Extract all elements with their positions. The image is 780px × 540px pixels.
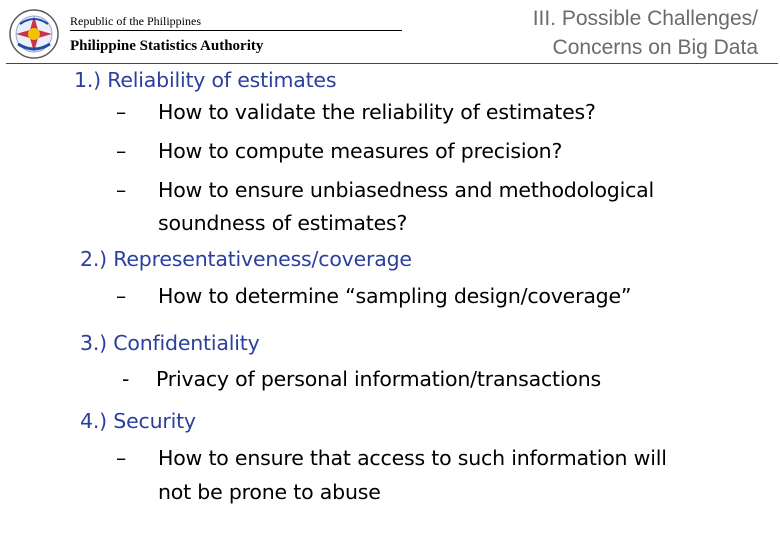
slide-title-line-1: III. Possible Challenges/: [532, 7, 758, 30]
org-name-top: Republic of the Philippines: [70, 14, 201, 28]
bullet-access-line-1: How to ensure that access to such information will: [158, 446, 667, 470]
bullet-validate-reliability: How to validate the reliability of estimates?: [158, 100, 596, 124]
bullet-access-line-2: not be prone to abuse: [158, 480, 381, 504]
bullet-marker: –: [116, 178, 127, 202]
bullet-privacy: Privacy of personal information/transactions: [156, 367, 601, 391]
bullet-marker: –: [116, 446, 127, 470]
bullet-measures-precision: How to compute measures of precision?: [158, 139, 563, 163]
section-heading-confidentiality: 3.) Confidentiality: [80, 331, 260, 355]
slide-title-line-2: Concerns on Big Data: [552, 36, 758, 59]
psa-seal-icon: [8, 8, 60, 60]
bullet-marker: –: [116, 139, 127, 163]
bullet-unbiasedness-line-1: How to ensure unbiasedness and methodological: [158, 178, 655, 202]
bullet-marker: –: [116, 100, 127, 124]
org-name-main: Philippine Statistics Authority: [70, 38, 264, 54]
section-heading-reliability: 1.) Reliability of estimates: [74, 68, 337, 92]
bullet-sampling-design: How to determine “sampling design/coverage”: [158, 284, 632, 308]
section-heading-representativeness: 2.) Representativeness/coverage: [80, 247, 412, 271]
header-divider: [6, 63, 778, 64]
bullet-marker: -: [122, 367, 130, 391]
section-heading-security: 4.) Security: [80, 409, 196, 433]
bullet-unbiasedness-line-2: soundness of estimates?: [158, 211, 408, 235]
bullet-marker: –: [116, 284, 127, 308]
slide-title: [533, 4, 758, 62]
org-divider: [70, 30, 402, 31]
